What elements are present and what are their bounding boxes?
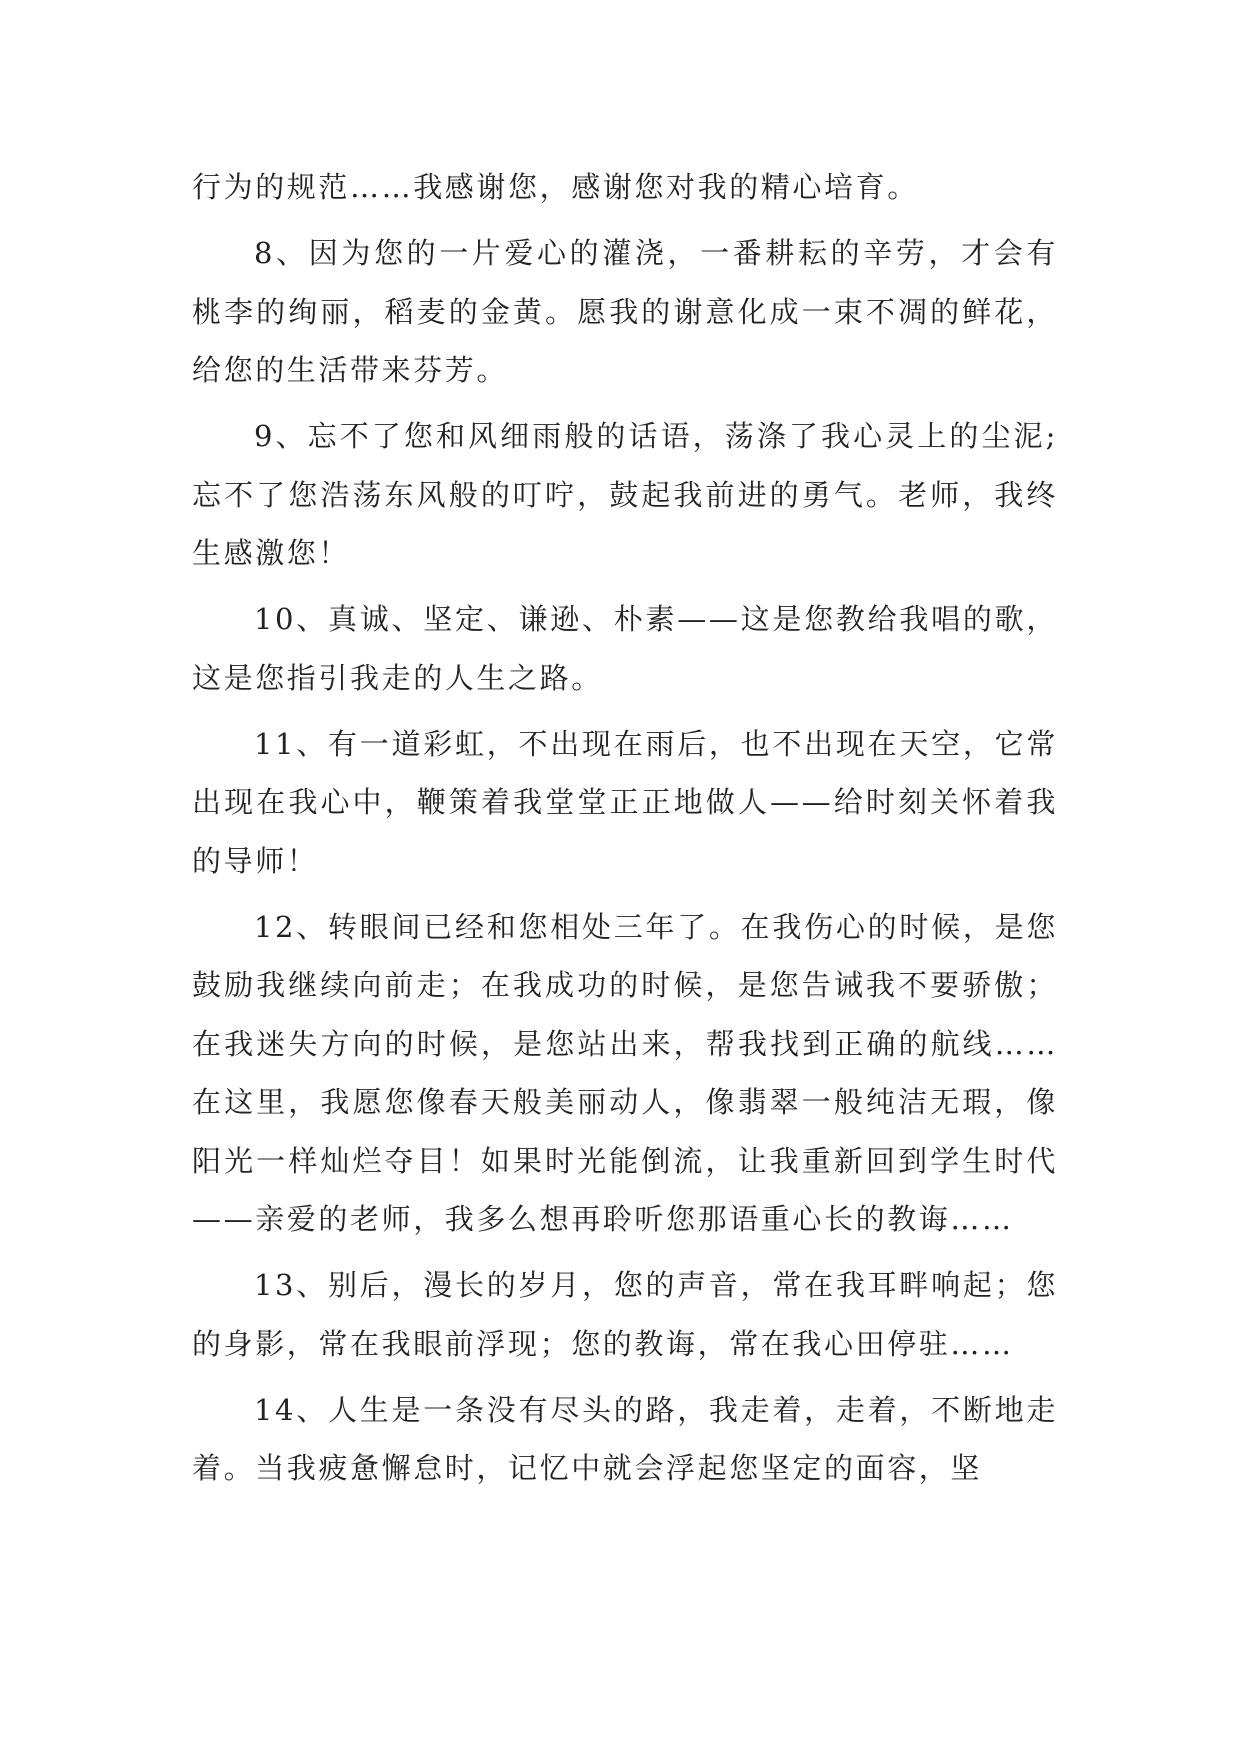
paragraph: 行为的规范……我感谢您，感谢您对我的精心培育。 bbox=[192, 170, 919, 204]
paragraph: 9、忘不了您和风细雨般的话语，荡涤了我心灵上的尘泥;忘不了您浩荡东风般的叮咛，鼓起我前进的勇气。老师，我终生感激您！ bbox=[192, 419, 1058, 570]
paragraph: 12、转眼间已经和您相处三年了。在我伤心的时候，是您鼓励我继续向前走；在我成功的时候，是您告诫我不要骄傲；在我迷失方向的时候，是您站出来，帮我找到正确的航线……在这里，我愿您像春天般美丽动人，像翡翠一般纯洁无瑕，像阳光一样灿烂夺目！如果时光能倒流，让我重新回到学生时代——亲爱的老师，我多么想再聆听您那语重心长的教诲…… bbox=[192, 909, 1058, 1236]
paragraph: 14、人生是一条没有尽头的路，我走着，走着，不断地走着。当我疲惫懈怠时，记忆中就会浮起您坚定的面容，坚 bbox=[192, 1392, 1058, 1485]
paragraph: 13、别后，漫长的岁月，您的声音，常在我耳畔响起；您的身影，常在我眼前浮现；您的教诲，常在我心田停驻…… bbox=[192, 1268, 1058, 1361]
paragraph: 10、真诚、坚定、谦逊、朴素——这是您教给我唱的歌，这是您指引我走的人生之路。 bbox=[192, 602, 1058, 695]
paragraph: 8、因为您的一片爱心的灌浇，一番耕耘的辛劳，才会有桃李的绚丽，稻麦的金黄。愿我的谢意化成一束不凋的鲜花，给您的生活带来芬芳。 bbox=[192, 236, 1058, 387]
document-body bbox=[192, 158, 1058, 1498]
paragraph: 11、有一道彩虹，不出现在雨后，也不出现在天空，它常出现在我心中，鞭策着我堂堂正正地做人——给时刻关怀着我的导师！ bbox=[192, 726, 1058, 878]
